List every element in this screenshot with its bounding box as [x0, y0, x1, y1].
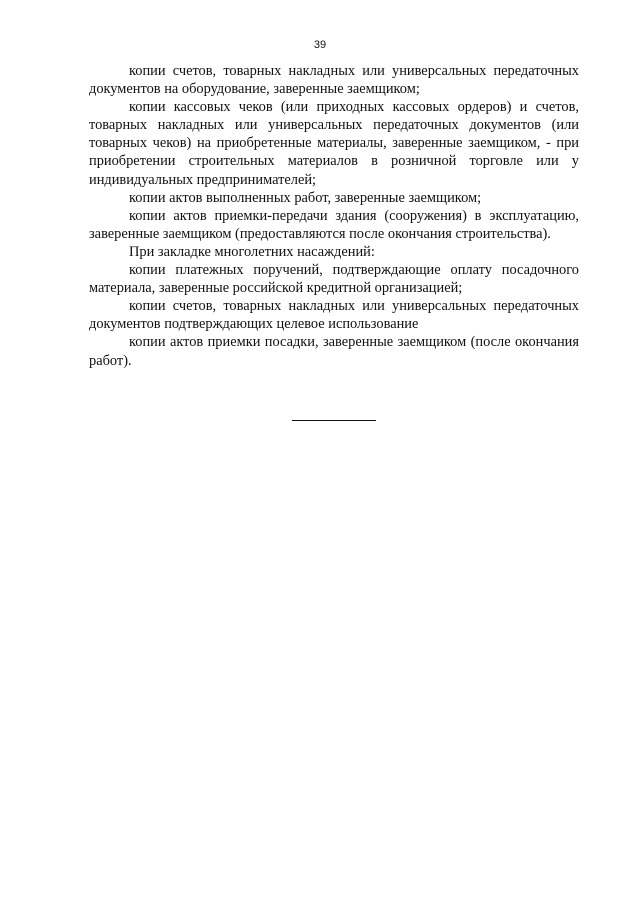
paragraph-cash-receipts: копии кассовых чеков (или приходных кассовых ордеров) и счетов, товарных накладных или универсальных передаточных документов (или товарных чеков) на приобретенные материалы, заверенные заемщиком, - при приобретении строительных материалов в розничной торговле или у индивидуальных предпринимателей; — [89, 99, 579, 188]
end-divider — [292, 420, 376, 421]
paragraph-building-acceptance: копии актов приемки-передачи здания (сооружения) в эксплуатацию, заверенные заемщиком (предоставляются после окончания строительства). — [89, 207, 579, 242]
paragraph-planting-acts: копии актов приемки посадки, заверенные заемщиком (после окончания работ). — [89, 334, 579, 369]
paragraph-perennial-plantings-heading: При закладке многолетних насаждений: — [129, 243, 375, 260]
paragraph-work-acts: копии актов выполненных работ, заверенные заемщиком; — [129, 189, 482, 206]
paragraph-payment-orders: копии платежных поручений, подтверждающие оплату посадочного материала, заверенные российской кредитной организацией; — [89, 262, 579, 297]
paragraph-planting-invoices: копии счетов, товарных накладных или универсальных передаточных документов подтверждающих целевое использование — [89, 298, 579, 333]
paragraph-equipment-invoices: копии счетов, товарных накладных или универсальных передаточных документов на оборудование, заверенные заемщиком; — [89, 63, 579, 98]
page-number: 39 — [313, 39, 327, 51]
document-body — [89, 62, 579, 370]
